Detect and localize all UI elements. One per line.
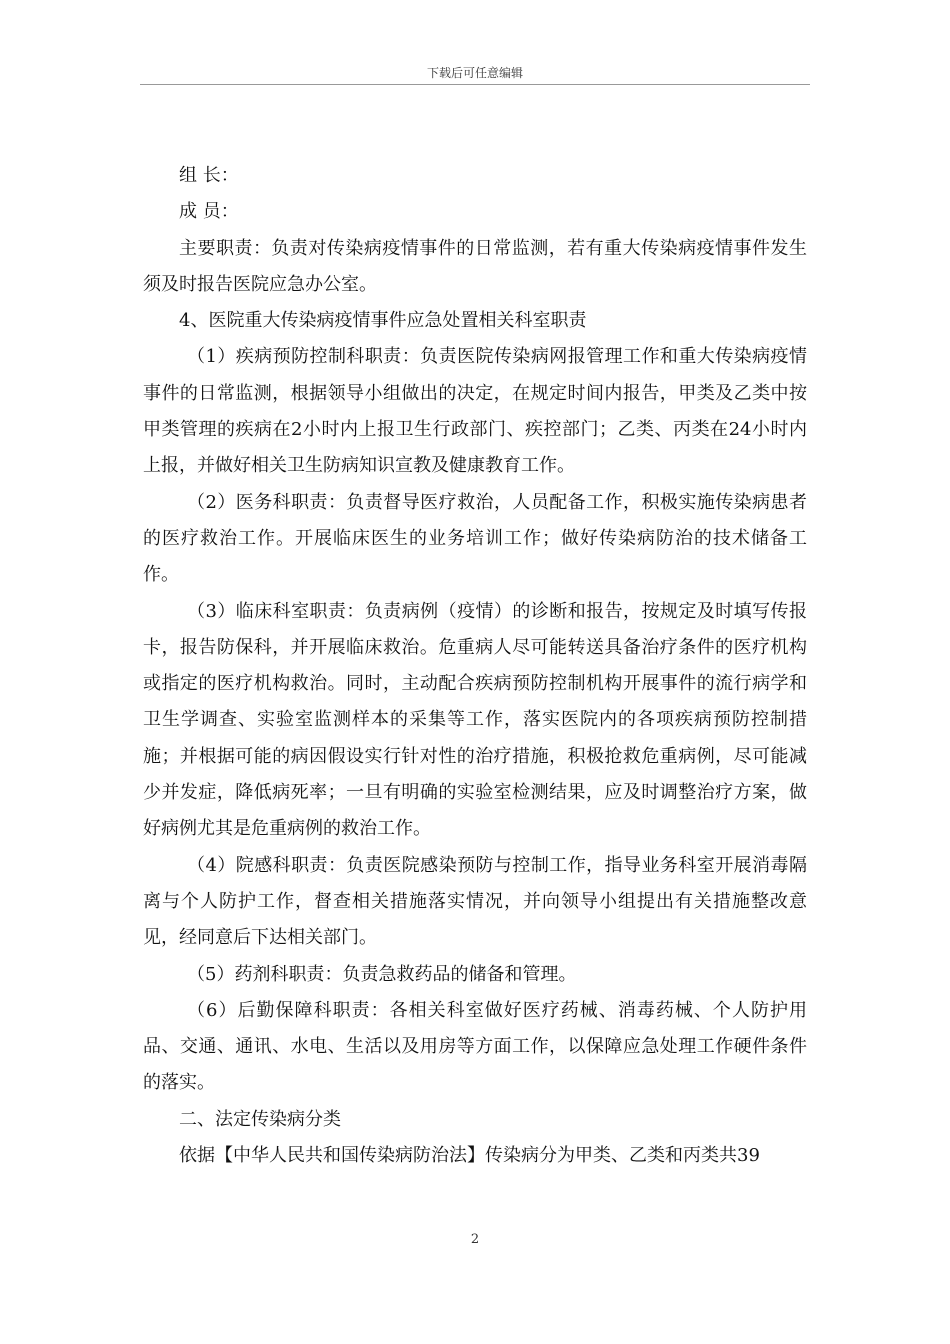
- duty-paragraph-2: （2）医务科职责：负责督导医疗救治，人员配备工作，积极实施传染病患者的医疗救治工作。开展临床医生的业务培训工作；做好传染病防治的技术储备工作。: [143, 491, 807, 586]
- team-members-line: 成 员：: [179, 201, 239, 223]
- team-leader-line: 组 长：: [179, 165, 239, 186]
- duty-paragraph-4: （4）院感科职责：负责医院感染预防与控制工作，指导业务科室开展消毒隔离与个人防护工作，督查相关措施落实情况，并向领导小组提出有关措施整改意见，经同意后下达相关部门。: [143, 854, 807, 949]
- main-duties-paragraph: 主要职责：负责对传染病疫情事件的日常监测，若有重大传染病疫情事件发生须及时报告医院应急办公室。: [143, 237, 807, 295]
- header-divider: [140, 84, 810, 85]
- duty-paragraph-1: （1）疾病预防控制科职责：负责医院传染病网报管理工作和重大传染病疫情事件的日常监测，根据领导小组做出的决定，在规定时间内报告，甲类及乙类中按甲类管理的疾病在2小时内上报卫生行政部门、疾控部门；乙类、丙类在24小时内上报，并做好相关卫生防病知识宣教及健康教育工作。: [143, 346, 807, 477]
- section-heading-2: 二、法定传染病分类: [179, 1108, 341, 1130]
- document-body: [143, 158, 807, 1174]
- page-header: 下载后可任意编辑: [426, 66, 523, 80]
- duty-paragraph-3: （3）临床科室职责：负责病例（疫情）的诊断和报告，按规定及时填写传报卡，报告防保科，并开展临床救治。危重病人尽可能转送具备治疗条件的医疗机构或指定的医疗机构救治。同时，主动配合疾病预防控制机构开展事件的流行病学和卫生学调查、实验室监测样本的采集等工作，落实医院内的各项疾病预防控制措施；并根据可能的病因假设实行针对性的治疗措施，积极抢救危重病例，尽可能减少并发症，降低病死率；一旦有明确的实验室检测结果，应及时调整治疗方案，做好病例尤其是危重病例的救治工作。: [143, 600, 807, 840]
- duty-paragraph-5: （5）药剂科职责：负责急救药品的储备和管理。: [187, 963, 577, 985]
- page-number: 2: [470, 1232, 480, 1247]
- classification-paragraph: 依据【中华人民共和国传染病防治法】传染病分为甲类、乙类和丙类共39: [179, 1145, 760, 1167]
- duty-paragraph-6: （6）后勤保障科职责：各相关科室做好医疗药械、消毒药械、个人防护用品、交通、通讯、水电、生活以及用房等方面工作，以保障应急处理工作硬件条件的落实。: [143, 999, 807, 1094]
- section-heading-4: 4、医院重大传染病疫情事件应急处置相关科室职责: [179, 310, 587, 332]
